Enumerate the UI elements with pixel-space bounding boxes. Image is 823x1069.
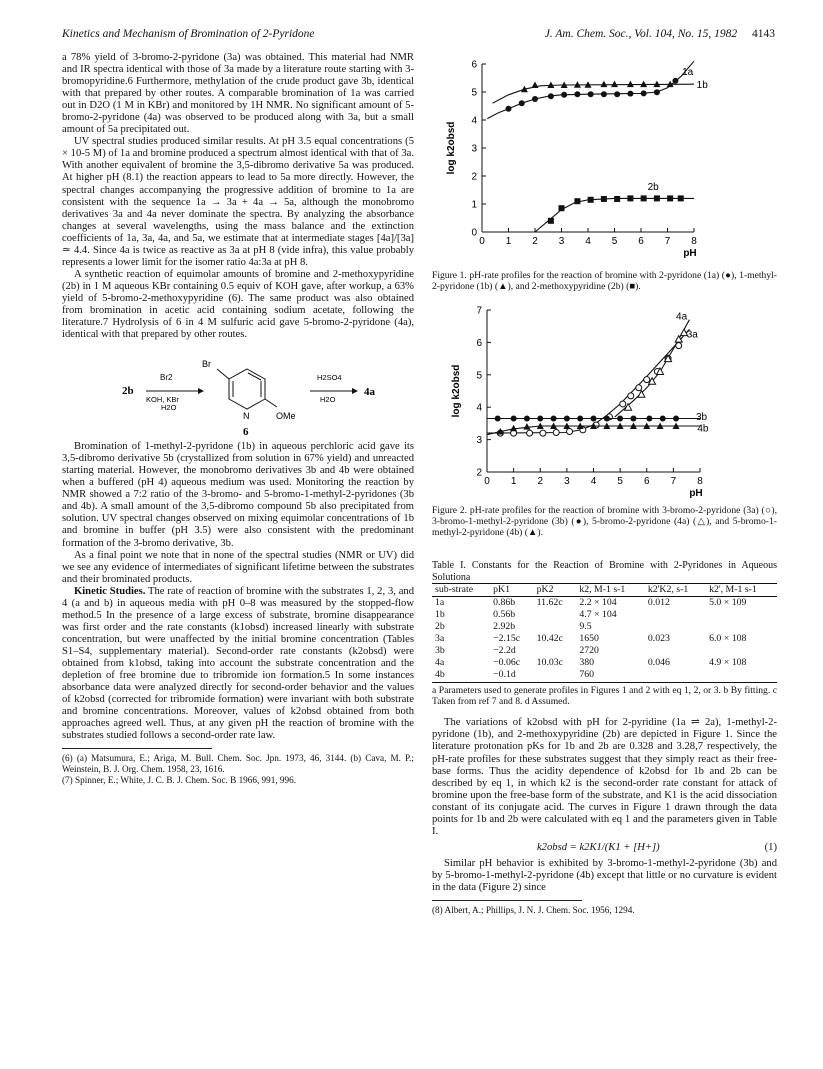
table-header-cell: k2', M-1 s-1 xyxy=(709,584,757,595)
data-point-3b xyxy=(617,416,623,422)
data-point-1a xyxy=(532,96,538,102)
x-tick-label: 0 xyxy=(484,476,490,487)
table-header-cell: k2, M-1 s-1 xyxy=(579,584,626,595)
figure-2-plot xyxy=(432,300,777,505)
table-cell: 4b xyxy=(435,669,445,681)
page-number: 4143 xyxy=(752,28,775,40)
series-label: 1a xyxy=(682,67,694,79)
table-cell: −0.06c xyxy=(493,657,521,669)
scheme-reagent-top: Br2 xyxy=(160,373,173,383)
data-point-3a xyxy=(628,393,634,399)
x-tick-label: 1 xyxy=(510,476,517,487)
x-tick-label: 7 xyxy=(664,236,671,247)
data-point-4b xyxy=(523,423,530,430)
scheme-reagent2-bottom: H2O xyxy=(320,395,336,405)
data-point-1a xyxy=(519,100,525,106)
data-point-1a xyxy=(601,91,607,97)
table-cell: 0.86b xyxy=(493,597,516,609)
data-point-3a xyxy=(567,429,573,435)
y-axis-label: log k2obsd xyxy=(446,121,457,175)
series-label: 3b xyxy=(696,412,708,424)
data-point-3a xyxy=(527,430,533,436)
y-tick-label: 3 xyxy=(476,435,482,447)
data-point-1a xyxy=(561,92,567,98)
x-tick-label: 8 xyxy=(697,476,703,487)
scheme-drawing xyxy=(62,347,414,437)
data-point-3a xyxy=(553,429,559,435)
table-cell xyxy=(534,609,577,621)
data-point-1a xyxy=(614,91,620,97)
scheme-compound-number: 6 xyxy=(243,426,249,438)
scheme-start: 2b xyxy=(122,385,134,398)
table-cell xyxy=(534,621,577,633)
data-point-1b xyxy=(532,82,539,89)
y-tick-label: 1 xyxy=(471,199,477,211)
data-point-3a xyxy=(636,385,642,391)
series-label: 1b xyxy=(696,79,708,91)
table-cell xyxy=(706,609,777,621)
equation-1 xyxy=(432,842,777,854)
data-point-1a xyxy=(506,106,512,112)
table-header-cell: k2'K2, s-1 xyxy=(647,584,689,595)
x-tick-label: 1 xyxy=(505,236,512,247)
x-tick-label: 5 xyxy=(611,236,618,247)
right-column-lower xyxy=(432,560,777,916)
table-cell: 2.92b xyxy=(493,621,516,633)
table-cell: 6.0 × 108 xyxy=(709,633,747,645)
y-tick-label: 7 xyxy=(476,305,482,317)
data-point-3b xyxy=(564,416,570,422)
series-label: 4b xyxy=(697,423,709,435)
table-row xyxy=(432,621,777,633)
running-header-title: Kinetics and Mechanism of Bromination of 2-Pyridone xyxy=(62,28,315,40)
data-point-3b xyxy=(551,416,557,422)
figure-1 xyxy=(432,50,777,292)
table-cell xyxy=(645,669,706,681)
data-point-3b xyxy=(537,416,543,422)
data-point-2b xyxy=(678,195,684,201)
table-1-footnote: a Parameters used to generate profiles in Figures 1 and 2 with eq 1, 2, or 3. b By fitting. c Taken from ref 7 and 8. d Assumed. xyxy=(432,685,777,708)
table-cell xyxy=(706,621,777,633)
paragraph: Bromination of 1-methyl-2-pyridone (1b) in aqueous perchloric acid gave its 3,5-dibromo derivative 5b (crystallized from solution in 67% yield) and unreacted starting material. However, the monobromo derivatives 3b and 4b were obtained when a buffered (pH 4) aqueous medium was used. Monitoring the reaction by NMR showed a 7:2 ratio of the 3-bromo- and 5-bromo-1-methyl-2-pyridones (3b and 4b). A small amount of the 3,5-dibromo compound 5b also precipitated from solution. UV spectral changes observed on mixing equimolar concentrations of 1b and bromine in buffer (pH 3.5) were also consistent with the predominant formation of the 3-bromo derivative, 3b. xyxy=(62,441,414,549)
figure-1-plot xyxy=(432,50,777,270)
table-row xyxy=(432,657,777,669)
table-cell xyxy=(645,621,706,633)
x-tick-label: 6 xyxy=(638,236,644,247)
running-header-journal xyxy=(545,28,775,40)
table-cell: 10.42c xyxy=(536,633,564,645)
data-point-1a xyxy=(627,91,633,97)
data-point-2b xyxy=(559,205,565,211)
table-cell: 4a xyxy=(435,657,445,669)
table-cell: 1b xyxy=(435,609,445,621)
data-point-1a xyxy=(654,89,660,95)
figure-1-caption: Figure 1. pH-rate profiles for the reaction of bromine with 2-pyridone (1a) (●), 1-methyl-2-pyridone (1b) (▲), and 2-methoxypyridine (2b) (■). xyxy=(432,270,777,292)
table-cell: 11.62c xyxy=(536,597,563,609)
series-curve-4a xyxy=(615,320,690,417)
table-cell: 10.03c xyxy=(536,657,564,669)
table-cell xyxy=(645,645,706,657)
series-label: 2b xyxy=(647,182,659,193)
data-point-2b xyxy=(574,198,580,204)
x-tick-label: 4 xyxy=(590,476,597,487)
table-cell xyxy=(706,669,777,681)
y-tick-label: 4 xyxy=(476,402,482,414)
data-point-1a xyxy=(672,78,678,84)
footnote: (8) Albert, A.; Phillips, J. N. J. Chem. Soc. 1956, 1294. xyxy=(432,905,635,916)
data-point-1b xyxy=(547,82,554,89)
data-point-1a xyxy=(588,91,594,97)
paragraph: a 78% yield of 3-bromo-2-pyridone (3a) was obtained. This material had NMR and IR spectra identical with those of 3a made by a literature route starting with 3-bromopyridine.6 Furthermore, methylation of the crude product gave 3b, identical with that prepared by other routes. A comparable bromination of 1a was carried out in D2O (1 M in KBr) and monitored by 1H NMR. No significant amount of 5-bromo-2-pyridone (4a) was observed to be produced along with 3a, but a small amount of 5a precipitated out. xyxy=(62,52,414,136)
data-point-1b xyxy=(627,81,634,88)
paragraph: As a final point we note that in none of the spectral studies (NMR or UV) did we see any evidence of intermediates of significant lifetime between the substrates and their brominated products. xyxy=(62,549,414,585)
table-cell: 3a xyxy=(435,633,445,645)
y-tick-label: 2 xyxy=(476,467,482,479)
data-point-3a xyxy=(620,401,626,407)
series-curve-3a xyxy=(487,329,689,433)
scheme-ome-label: OMe xyxy=(276,411,296,422)
table-header-cell: sub-strate xyxy=(435,584,474,595)
y-axis-label: log k2obsd xyxy=(451,364,462,418)
data-point-2b xyxy=(548,218,554,224)
table-cell: 5.0 × 109 xyxy=(709,597,747,609)
table-row xyxy=(432,669,777,681)
x-axis-label: pH xyxy=(683,248,697,259)
data-point-1a xyxy=(574,91,580,97)
figure-2-caption: Figure 2. pH-rate profiles for the reaction of bromine with 3-bromo-2-pyridone (3a) (○), 3-bromo-1-methyl-2-pyridone (3b) (●), 5-bromo-2-pyridone (4a) (△), and 5-bromo-1-methyl-2-pyridone (4b) (▲). xyxy=(432,505,777,538)
table-cell xyxy=(534,645,577,657)
y-tick-label: 6 xyxy=(476,337,482,349)
table-cell: 0.046 xyxy=(647,657,670,669)
x-tick-label: 5 xyxy=(617,476,623,487)
data-point-2b xyxy=(588,197,594,203)
paragraph-text: The rate of reaction of bromine with the substrates 1, 2, 3, and 4 (a and b) in aqueous media with pH 0–8 was measured by the stopped-flow method.5 In the presence of a large excess of substrate, bromine disappearance was first order and the rate constants (k1obsd) increased linearly with substrate concentration, but were unaffected by the initial bromine concentration (Tables S1–S4, supplementary material). Second-order rate constants (k2obsd) were obtained from k1obsd, taking into account the substrate concentration and the depletion of free bromine due to tribromide ion formation.5 In some instances absorbance data were analyzed directly for second-order behavior and the values of k2obsd (corrected for tribromide formation) were invariant with both substrate and bromine concentrations. Moreover, values of k2obsd obtained from both approaches agreed well. Thus, at any given pH the reaction of bromine with the substrates studied follows a second-order rate law. xyxy=(62,585,415,742)
data-point-3b xyxy=(604,416,610,422)
series-curve-1a xyxy=(487,61,694,118)
reaction-scheme xyxy=(62,347,414,437)
x-tick-label: 4 xyxy=(585,236,591,247)
footnote-rule xyxy=(62,748,212,749)
series-label: 4a xyxy=(676,311,688,323)
table-row xyxy=(432,609,777,621)
data-point-3b xyxy=(591,416,597,422)
x-tick-label: 3 xyxy=(558,236,565,247)
data-point-3b xyxy=(577,416,583,422)
data-point-1b xyxy=(600,81,607,88)
x-tick-label: 8 xyxy=(691,236,697,247)
x-tick-label: 2 xyxy=(537,476,544,487)
figure-2 xyxy=(432,300,777,538)
scheme-br-label: Br xyxy=(202,359,211,370)
y-tick-label: 3 xyxy=(471,143,477,155)
paragraph: The variations of k2obsd with pH for 2-pyridine (1a ⇌ 2a), 1-methyl-2-pyridone (1b), and 2-methoxypyridine (2b) are depicted in Figure 1. Since the literature protonation pKs for 1b and 2b are 0.328 and 3.28,7 respectively, the pH-rate profiles for these substrates suggest that they simply react as their free-base forms. Thus the acidity dependence of k2obsd for 1b and 2b can be described by eq 1, in which k2 is the second-order rate constant for attack of bromine upon the free-base form of the substrate, and K1 is the acid dissociation constant of its conjugate acid. The curves in Figure 1 drawn through the data points for 1b and 2b were calculated with eq 1 and the parameters given in Table I. xyxy=(432,717,777,837)
data-point-2b xyxy=(601,196,607,202)
data-point-4b xyxy=(510,425,517,432)
x-tick-label: 6 xyxy=(643,476,650,487)
table-header-cell: pK1 xyxy=(493,584,510,595)
x-tick-label: 7 xyxy=(670,476,677,487)
data-point-3b xyxy=(673,416,679,422)
table-cell: 760 xyxy=(579,669,595,681)
table-cell xyxy=(645,609,706,621)
data-point-1a xyxy=(548,93,554,99)
table-cell: −2.15c xyxy=(493,633,521,645)
data-point-1b xyxy=(611,81,618,88)
y-tick-label: 5 xyxy=(471,87,477,99)
table-cell xyxy=(706,645,777,657)
data-point-3b xyxy=(646,416,652,422)
data-point-3b xyxy=(630,416,636,422)
table-cell: −0.1d xyxy=(493,669,516,681)
paragraph xyxy=(62,586,414,743)
footnote: (7) Spinner, E.; White, J. C. B. J. Chem. Soc. B 1966, 991, 996. xyxy=(62,775,296,786)
data-point-1a xyxy=(641,90,647,96)
x-axis-label: pH xyxy=(689,488,703,499)
table-cell: 4.9 × 108 xyxy=(709,657,747,669)
data-point-3b xyxy=(524,416,530,422)
table-cell: 3b xyxy=(435,645,445,657)
data-point-3b xyxy=(660,416,666,422)
scheme-product: 4a xyxy=(364,386,375,399)
y-tick-label: 4 xyxy=(471,115,477,127)
table-cell: 0.012 xyxy=(647,597,670,609)
footnote-rule xyxy=(432,900,582,901)
y-tick-label: 6 xyxy=(471,59,477,71)
table-row xyxy=(432,633,777,645)
data-point-3a xyxy=(540,430,546,436)
x-tick-label: 3 xyxy=(564,476,570,487)
table-cell: 0.023 xyxy=(647,633,670,645)
left-column xyxy=(62,52,414,786)
equation-text: k2obsd = k2K1/(K1 + [H+]) xyxy=(536,841,660,853)
data-point-4a xyxy=(638,391,645,398)
table-cell: 2b xyxy=(435,621,445,633)
data-point-3b xyxy=(495,416,501,422)
table-row xyxy=(432,597,777,610)
x-tick-label: 2 xyxy=(532,236,538,247)
equation-number: (1) xyxy=(764,841,777,853)
table-cell: 1a xyxy=(435,597,445,609)
table-row xyxy=(432,645,777,657)
table-cell: 9.5 xyxy=(579,621,592,633)
data-point-1b xyxy=(640,81,647,88)
scheme-reagent2-top: H2SO4 xyxy=(317,373,342,383)
series-curve-2b xyxy=(535,198,694,232)
paragraph: UV spectral studies produced similar results. At pH 3.5 equal concentrations (5 × 10-5 M) of 1a and bromine produced a spectrum almost identical with that of 3a. With another equivalent of bromine the 3,5-dibromo derivative 5a was produced. At higher pH (8.1) the reaction appears to lead to 5a more directly. However, the spectral changes accompanying the progressive addition of bromine to 1a are consistent with the sequence 1a → 3a + 4a → 5a, although the monobromo derivatives 3a and 4a never dominate the spectra. By analyzing the absorbance changes at several wavelengths, using the mass balance and the extinction coefficients of 1a, 3a, 4a, and 5a, we estimate that at intermediate stages [4a]/[3a] ≃ 4.4. Since 4a is twice as reactive as 3a at pH 8 (vide infra), this value probably represents a lower limit for the isomer ratio 4a:3a at pH 8. xyxy=(62,136,414,268)
data-point-2b xyxy=(654,195,660,201)
scheme-reagent-bottom1: KOH, KBr xyxy=(146,395,179,405)
data-point-3a xyxy=(644,377,650,383)
table-cell xyxy=(534,669,577,681)
table-cell: 2720 xyxy=(579,645,599,657)
y-tick-label: 5 xyxy=(476,370,482,382)
footnote: (6) (a) Matsumura, E.; Ariga, M. Bull. Chem. Soc. Jpn. 1973, 46, 3144. (b) Cava, M. P.; Weinstein, B. J. Org. Chem. 1958, 23, 1616. xyxy=(62,753,414,775)
table-cell: 2.2 × 104 xyxy=(579,597,617,609)
data-point-2b xyxy=(667,195,673,201)
table-cell: 4.7 × 104 xyxy=(579,609,617,621)
journal-citation: J. Am. Chem. Soc., Vol. 104, No. 15, 1982 xyxy=(544,28,738,40)
paragraph: Similar pH behavior is exhibited by 3-bromo-1-methyl-2-pyridone (3b) and by 5-bromo-1-methyl-2-pyridone (4b) except that little or no curvature is evident in the data (Figure 2) since xyxy=(432,857,777,893)
data-point-3b xyxy=(511,416,517,422)
table-header-cell: pK2 xyxy=(536,584,554,595)
x-tick-label: 0 xyxy=(479,236,485,247)
scheme-n-label: N xyxy=(243,411,250,422)
table-cell: 1650 xyxy=(579,633,599,645)
table-cell: 0.56b xyxy=(493,609,516,621)
y-tick-label: 2 xyxy=(471,171,477,183)
y-tick-label: 0 xyxy=(471,227,477,239)
paragraph: A synthetic reaction of equimolar amounts of bromine and 2-methoxypyridine (2b) in 1 M aqueous KBr containing 0.5 equiv of KOH gave, after workup, a 63% yield of 5-bromo-2-methoxypyridine (6). The same product was also obtained from bromination in acetic acid containing sodium acetate, following the literature.7 Hydrolysis of 6 in 4 M sulfuric acid gave 5-bromo-2-pyridone (4a), identical with that prepared by other routes. xyxy=(62,268,414,341)
series-label: 3a xyxy=(686,329,698,341)
table-1-title: Table I. Constants for the Reaction of Bromine with 2-Pyridones in Aqueous Solutiona xyxy=(432,560,777,583)
table-1 xyxy=(432,583,777,681)
table-cell: −2.2d xyxy=(493,645,516,657)
data-point-2b xyxy=(614,196,620,202)
data-point-2b xyxy=(627,195,633,201)
data-point-2b xyxy=(641,195,647,201)
scheme-reagent-bottom2: H2O xyxy=(161,403,177,413)
section-heading: Kinetic Studies. xyxy=(74,585,146,597)
table-cell: 380 xyxy=(579,657,595,669)
